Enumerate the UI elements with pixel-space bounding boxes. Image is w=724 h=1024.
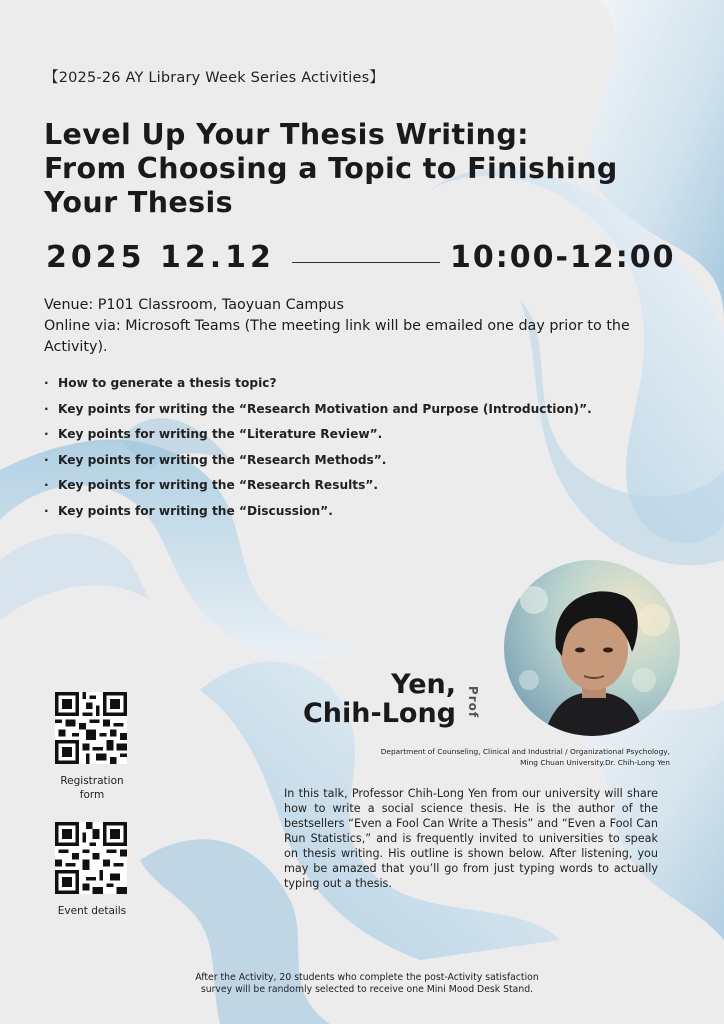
venue-online: Online via: Microsoft Teams (The meeting link will be emailed one day prior to the Activity). xyxy=(44,318,630,355)
bullet-icon: · xyxy=(44,503,49,518)
series-heading: 【2025-26 AY Library Week Series Activities】 xyxy=(44,70,385,86)
speaker-surname: Yen, xyxy=(391,669,456,700)
list-item: · Key points for writing the “Literature Review”. xyxy=(44,424,592,450)
speaker-affiliation: Department of Counseling, Clinical and Industrial / Organizational Psychology, Ming Chuan University.Dr. Chih-Long Yen xyxy=(380,747,670,767)
bullet-icon: · xyxy=(44,427,49,441)
footer-note: After the Activity, 20 students who complete the post-Activity satisfaction survey will be randomly selected to receive one Mini Mood Desk Stand. xyxy=(195,972,539,995)
event-title xyxy=(44,118,704,220)
qr-code-icon[interactable] xyxy=(55,692,127,764)
list-item: · Key points for writing the “Research Results”. xyxy=(44,475,592,501)
bullet-icon: · xyxy=(44,376,49,390)
qr-code-icon[interactable] xyxy=(55,822,127,894)
event-time: 10:00-12:00 xyxy=(450,240,676,275)
speaker-photo xyxy=(504,560,680,736)
bullet-icon: · xyxy=(44,452,49,467)
event-details-qr[interactable] xyxy=(55,822,135,918)
event-details-qr-label: Event details xyxy=(57,905,127,917)
event-date: 2025 12.12 xyxy=(46,240,275,275)
topic-list xyxy=(44,373,592,526)
venue-info xyxy=(44,295,654,358)
bullet-icon: · xyxy=(44,401,49,416)
venue-location: Venue: P101 Classroom, Taoyuan Campus xyxy=(44,297,344,313)
speaker-name xyxy=(303,670,456,728)
registration-qr-label: Registration form xyxy=(60,775,124,801)
title-line: Level Up Your Thesis Writing: xyxy=(44,118,529,151)
speaker-given-name: Chih-Long xyxy=(302,698,456,729)
bullet-icon: · xyxy=(44,478,49,492)
list-item: · Key points for writing the “Research Methods”. xyxy=(44,450,592,476)
registration-qr[interactable] xyxy=(55,692,135,802)
list-item: · Key points for writing the “Research Motivation and Purpose (Introduction)”. xyxy=(44,399,592,425)
title-line: Your Thesis xyxy=(44,186,234,219)
title-line: From Choosing a Topic to Finishing xyxy=(44,152,618,185)
divider xyxy=(292,262,440,263)
list-item: · How to generate a thesis topic? xyxy=(44,373,592,399)
list-item: · Key points for writing the “Discussion”. xyxy=(44,501,592,527)
speaker-bio: In this talk, Professor Chih-Long Yen from our university will share how to write a social science thesis. He is the author of the bestsellers “Even a Fool Can Write a Thesis” and “Even a Fool Can Run Statistics,” and is frequently invited to universities to speak on thesis writing. His outline is shown below. After listening, you may be amazed that you’ll go from just typing words to actually typing out a thesis. xyxy=(284,787,658,890)
speaker-title-tag: Prof xyxy=(466,685,480,719)
